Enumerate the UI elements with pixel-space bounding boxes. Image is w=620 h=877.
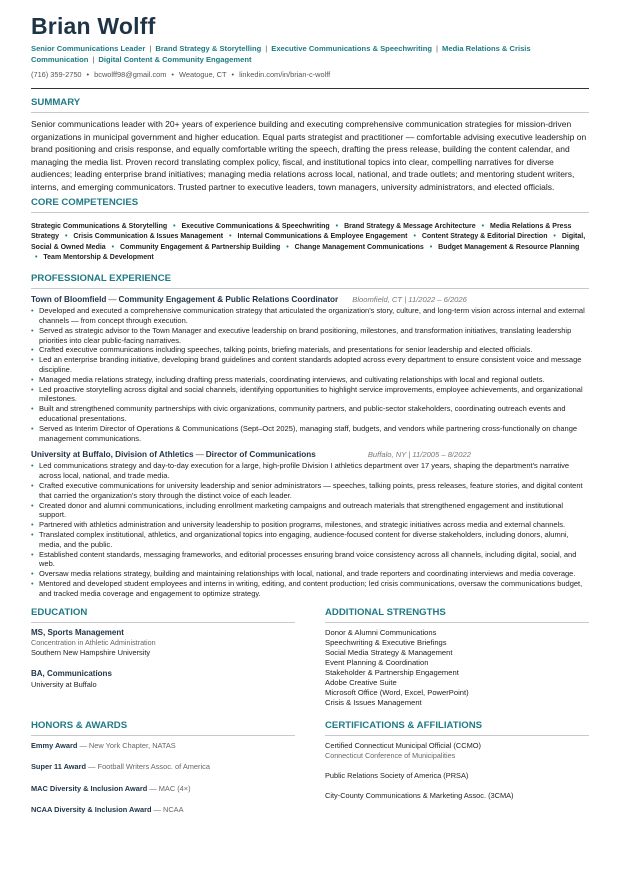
job-bullet: • Established content standards, messaging frameworks, and editorial processes ensuring brand voice consistency across all channels, including digital, social, and web. xyxy=(31,550,589,570)
location: Weatogue, CT xyxy=(179,70,227,79)
award-title: NCAA Diversity & Inclusion Award xyxy=(31,805,152,814)
award-item xyxy=(31,741,295,751)
summary-text: Senior communications leader with 20+ years of experience building and executing comprehensive communication strategies for mission-driven organizations in municipal government and higher education. Equal parts strategist and practitioner — comfortable advising executive leadership on brand positioning and crisis response, and equally comfortable writing the speech, drafting the press release, building the content calendar, and managing the media list. Proven record translating complex policy, fiscal, and institutional topics into clear, compelling narratives for diverse audiences; leading enterprise brand initiatives; managing media relations across local, national, and trade outlets; and mentoring student writers, interns, and emerging communicators. Trusted partner to executive leaders, town managers, university administrators, and elected officials. xyxy=(31,119,587,192)
competency-list xyxy=(31,222,589,263)
strengths-section xyxy=(325,607,589,708)
job-bullet: • Translated complex institutional, athletics, and organizational topics into engaging, audience-focused content for diverse stakeholders, including donors, alumni, media, and the public. xyxy=(31,530,589,550)
job-meta xyxy=(338,295,467,304)
header-divider xyxy=(31,88,589,89)
headline-item: Senior Communications Leader xyxy=(31,44,146,53)
certification-item xyxy=(325,741,589,761)
competency-item: Budget Management & Resource Planning xyxy=(438,243,580,251)
summary-section xyxy=(31,97,589,193)
competency-item: Media Relations & Press Strategy xyxy=(31,223,572,241)
section-title: CERTIFICATIONS & AFFILIATIONS xyxy=(325,719,483,731)
headline-item: Brand Strategy & Storytelling xyxy=(155,44,262,53)
strength-item: Donor & Alumni Communications xyxy=(325,627,437,637)
competency-bullet: • xyxy=(35,253,38,261)
competency-bullet: • xyxy=(64,233,68,241)
competency-item: Change Management Communications xyxy=(294,243,424,251)
job-org: University at Buffalo, Division of Athletics xyxy=(31,450,194,460)
competency-bullet: • xyxy=(413,233,416,241)
job-dash: — xyxy=(195,450,204,460)
strength-item: Speechwriting & Executive Briefings xyxy=(325,637,447,647)
education-entry xyxy=(31,628,295,659)
strengths-list xyxy=(325,628,589,708)
job-bullet: • Managed media relations strategy, including drafting press materials, coordinating interviews, and cultivating relationships with local and regional outlets. xyxy=(31,375,589,385)
phone: (716) 359-2750 xyxy=(31,70,82,79)
linkedin-link[interactable]: linkedin.com/in/brian-c-wolff xyxy=(239,70,331,79)
certification-item xyxy=(325,791,589,801)
headline-item: Media Relations & Crisis Communication xyxy=(31,44,531,64)
job-bullet: • Developed and executed a comprehensive communication strategy that articulated the organization's story, culture, and long-term vision across internal and external channels — from concept through execution. xyxy=(31,306,589,326)
certification-name: Certified Connecticut Municipal Official (CCMO) xyxy=(325,740,481,750)
degree: MS, Sports Management xyxy=(31,627,124,637)
awards-list xyxy=(31,741,295,816)
job-heading xyxy=(31,294,589,305)
job-bullet: • Served as Interim Director of Operations & Communications (Sept–Oct 2025), managing staff, budgets, and vendors while partnering cross-functionally on change management communications. xyxy=(31,424,589,444)
headline-separator: | xyxy=(265,44,268,53)
contact-separator: • xyxy=(86,70,90,79)
education-section xyxy=(31,607,295,708)
strength-item: Microsoft Office (Word, Excel, PowerPoint) xyxy=(325,687,469,697)
section-title: ADDITIONAL STRENGTHS xyxy=(325,606,446,618)
contact-separator: • xyxy=(171,70,175,79)
certifications-section xyxy=(325,720,589,827)
job-bullet: • Created donor and alumni communications, including enrollment marketing campaigns and outreach materials that strengthened engagement and institutional support. xyxy=(31,501,589,521)
strength-item: Social Media Strategy & Management xyxy=(325,647,453,657)
section-title: HONORS & AWARDS xyxy=(31,719,128,731)
certification-item xyxy=(325,771,589,781)
headline-separator: | xyxy=(149,44,152,53)
job-bullet: • Led an enterprise branding initiative, developing brand guidelines and content standards adopted across every department to ensure consistent voice and message discipline. xyxy=(31,355,589,375)
job-dates: 11/2005 – 8/2022 xyxy=(412,450,471,460)
job-meta-separator: | xyxy=(408,450,411,460)
job-heading xyxy=(31,449,589,460)
section-divider xyxy=(325,622,589,623)
section-divider xyxy=(325,735,589,736)
certification-name: Public Relations Society of America (PRSA) xyxy=(325,770,469,780)
strength-item: Adobe Creative Suite xyxy=(325,677,397,687)
headline-item: Digital Content & Community Engagement xyxy=(98,55,252,64)
award-source: — NCAA xyxy=(153,805,184,814)
degree-detail: Concentration in Athletic Administration xyxy=(31,638,156,647)
job-bullet: • Built and strengthened community partnerships with civic organizations, community partners, and public-sector stakeholders, coordinating outreach events and educational presentations. xyxy=(31,404,589,424)
school: Southern New Hampshire University xyxy=(31,648,151,657)
competency-item: Community Engagement & Partnership Building xyxy=(120,243,281,251)
award-source: — New York Chapter, NATAS xyxy=(79,740,176,750)
job-location: Bloomfield, CT xyxy=(352,295,403,305)
job-role: Community Engagement & Public Relations Coordinator xyxy=(118,295,339,305)
section-divider xyxy=(31,735,295,736)
certification-issuer: Connecticut Conference of Municipalities xyxy=(325,750,456,760)
section-divider xyxy=(31,212,589,213)
job-bullet: • Crafted executive communications including speeches, talking points, briefing materials, and presentations for senior leadership and elected officials. xyxy=(31,345,589,355)
award-title: Super 11 Award xyxy=(31,762,87,771)
award-title: MAC Diversity & Inclusion Award xyxy=(31,783,148,793)
job-dates: 11/2022 – 6/2026 xyxy=(408,295,467,305)
competency-item: Brand Strategy & Message Architecture xyxy=(344,223,476,230)
section-title: PROFESSIONAL EXPERIENCE xyxy=(31,273,172,285)
job-bullets xyxy=(31,461,589,598)
candidate-name: Brian Wolff xyxy=(31,13,156,39)
competency-bullet: • xyxy=(429,243,433,251)
job-role: Director of Communications xyxy=(205,450,316,460)
job-meta xyxy=(316,450,471,459)
job-org: Town of Bloomfield xyxy=(31,295,107,305)
award-item xyxy=(31,805,295,815)
competency-item: Content Strategy & Editorial Direction xyxy=(421,233,548,241)
award-item xyxy=(31,762,295,772)
education-entry xyxy=(31,669,295,690)
two-column-row xyxy=(31,607,589,708)
competency-item: Internal Communications & Employee Engagement xyxy=(237,233,408,241)
competency-bullet: • xyxy=(111,243,115,251)
job-dash: — xyxy=(108,295,117,305)
job-bullet: • Led proactive storytelling across digital and social channels, identifying opportunities to highlight service improvements, employee achievements, and organizational milestones. xyxy=(31,385,589,405)
competency-bullet: • xyxy=(481,223,485,230)
competency-bullet: • xyxy=(553,233,556,241)
job-bullet: • Served as strategic advisor to the Town Manager and executive leadership on brand positioning, milestones, and transformation initiatives, translating leadership priorities into clear public-facing narratives. xyxy=(31,326,589,346)
certification-name: City-County Communications & Marketing Assoc. (3CMA) xyxy=(325,790,514,800)
headline-separator: | xyxy=(92,55,95,64)
degree: BA, Communications xyxy=(31,669,112,678)
strength-item: Event Planning & Coordination xyxy=(325,657,429,667)
competency-item: Team Mentorship & Development xyxy=(43,253,154,261)
section-divider xyxy=(31,288,589,289)
resume-page xyxy=(31,12,589,827)
awards-section xyxy=(31,720,295,827)
section-title: SUMMARY xyxy=(31,97,81,108)
school: University at Buffalo xyxy=(31,679,97,689)
headline-item: Executive Communications & Speechwriting xyxy=(271,44,433,53)
job-bullet: • Led communications strategy and day-to-day execution for a large, high-profile Division I athletics department over 17 years, shaping the department's narrative across local, national, and trade media. xyxy=(31,461,589,481)
job-meta-separator: | xyxy=(404,295,407,305)
section-divider xyxy=(31,112,589,113)
competency-bullet: • xyxy=(335,223,339,230)
competency-item: Executive Communications & Speechwriting xyxy=(181,223,330,230)
headline xyxy=(31,43,589,65)
job-location: Buffalo, NY xyxy=(367,450,407,460)
section-divider xyxy=(31,622,295,623)
job-bullet: • Partnered with athletics administration and university leadership to position programs, milestones, and strategic initiatives across media and external channels. xyxy=(31,520,589,530)
strength-item: Stakeholder & Partnership Engagement xyxy=(325,667,459,677)
award-title: Emmy Award xyxy=(31,740,78,750)
job-bullet: • Mentored and developed student employees and interns in writing, editing, and content production; led crisis communications, oversaw the communications budget, and tracked media coverage and engagement to optimize strategy. xyxy=(31,579,589,599)
contact-separator: • xyxy=(231,70,235,79)
competency-bullet: • xyxy=(286,243,289,251)
job-bullets xyxy=(31,306,589,443)
section-title: CORE COMPETENCIES xyxy=(31,197,139,208)
two-column-row xyxy=(31,720,589,827)
competency-item: Digital, Social & Owned Media xyxy=(31,233,586,251)
award-source: — Football Writers Assoc. of America xyxy=(88,762,210,771)
experience-section xyxy=(31,273,589,598)
competencies-section xyxy=(31,197,589,263)
headline-separator: | xyxy=(436,44,439,53)
certifications-list xyxy=(325,741,589,801)
job-bullet: • Crafted executive communications for university leadership and senior administrators — speeches, talking points, press releases, feature stories, and digital content that carried the organization's story through the distinct voice of each leader. xyxy=(31,481,589,501)
competency-bullet: • xyxy=(229,233,232,241)
strength-item: Crisis & Issues Management xyxy=(325,697,422,707)
competency-bullet: • xyxy=(173,223,176,230)
competency-item: Crisis Communication & Issues Management xyxy=(73,233,224,241)
competency-item: Strategic Communications & Storytelling xyxy=(31,223,168,230)
award-source: — MAC (4×) xyxy=(149,783,191,793)
section-title: EDUCATION xyxy=(31,606,88,618)
job-bullet: • Oversaw media relations strategy, building and maintaining relationships with local, national, and trade reporters and coordinating interviews and media coverage. xyxy=(31,569,589,579)
award-item xyxy=(31,784,295,794)
email-link[interactable]: bcwolff98@gmail.com xyxy=(94,70,167,79)
contact-line xyxy=(31,70,589,80)
